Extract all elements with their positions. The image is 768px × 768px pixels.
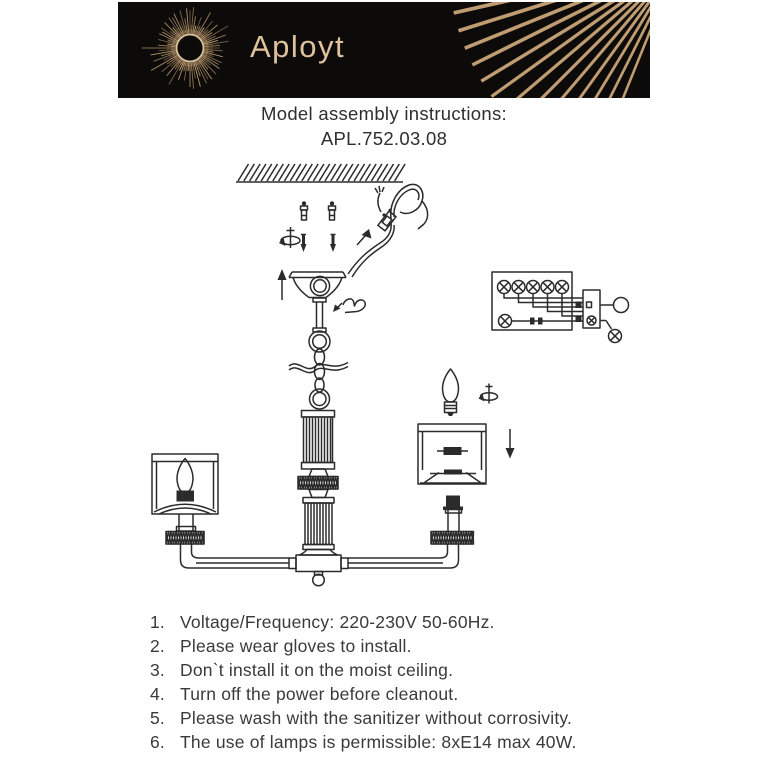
hand-hook-icon [333,299,365,313]
wall-anchor-icon [301,201,336,220]
crystal-band-icon [166,532,204,545]
model-number: APL.752.03.08 [320,128,448,149]
item-number: 3. [150,660,165,680]
item-number: 1. [150,612,165,632]
candle-bulb-icon [177,459,193,493]
item-number: 6. [150,732,165,752]
wiring-schematic [492,272,629,343]
ceiling-hatch-icon [236,164,405,182]
item-text: The use of lamps is permissible: 8xE14 max 40W. [180,732,577,752]
right-arm [348,544,459,568]
brand-logo-text: Aployt [250,29,346,64]
cord-through-chain-icon [289,363,348,373]
instruction-item [150,730,577,754]
center-hub [289,555,348,586]
candle-bulb-e14-icon [443,369,459,416]
left-arm [181,544,290,568]
instruction-item [150,610,577,634]
item-text: Voltage/Frequency: 220-230V 50-60Hz. [180,612,495,632]
instructions-list [150,610,577,754]
screw-icon [301,235,337,253]
item-text: Please wear gloves to install. [180,636,412,656]
item-text: Turn off the power before cleanout. [180,684,459,704]
fluted-column-lower [300,498,338,556]
item-number: 4. [150,684,165,704]
hanger-rod [313,298,326,332]
ceiling-canopy [289,272,346,298]
item-text: Please wash with the sanitizer without corrosivity. [180,708,573,728]
right-shade-unit [418,424,486,544]
item-number: 2. [150,636,165,656]
left-candle-shade [152,454,218,544]
page-title: Model assembly instructions: [261,103,507,124]
item-number: 5. [150,708,165,728]
instruction-item [150,682,577,706]
crystal-band-icon [431,532,474,545]
instruction-item [150,658,577,682]
crystal-band-icon [298,477,338,490]
down-arrow-icon [506,429,515,459]
rotate-direction-icon [279,227,300,248]
chain [309,331,330,409]
cord-arrow-icon [357,229,372,245]
power-cord [348,184,428,277]
up-arrow-icon [278,269,287,300]
fluted-column-upper [302,411,335,470]
item-text: Don`t install it on the moist ceiling. [180,660,454,680]
instruction-item [150,706,577,730]
rotate-bulb-icon [479,384,498,404]
instruction-item [150,634,577,658]
